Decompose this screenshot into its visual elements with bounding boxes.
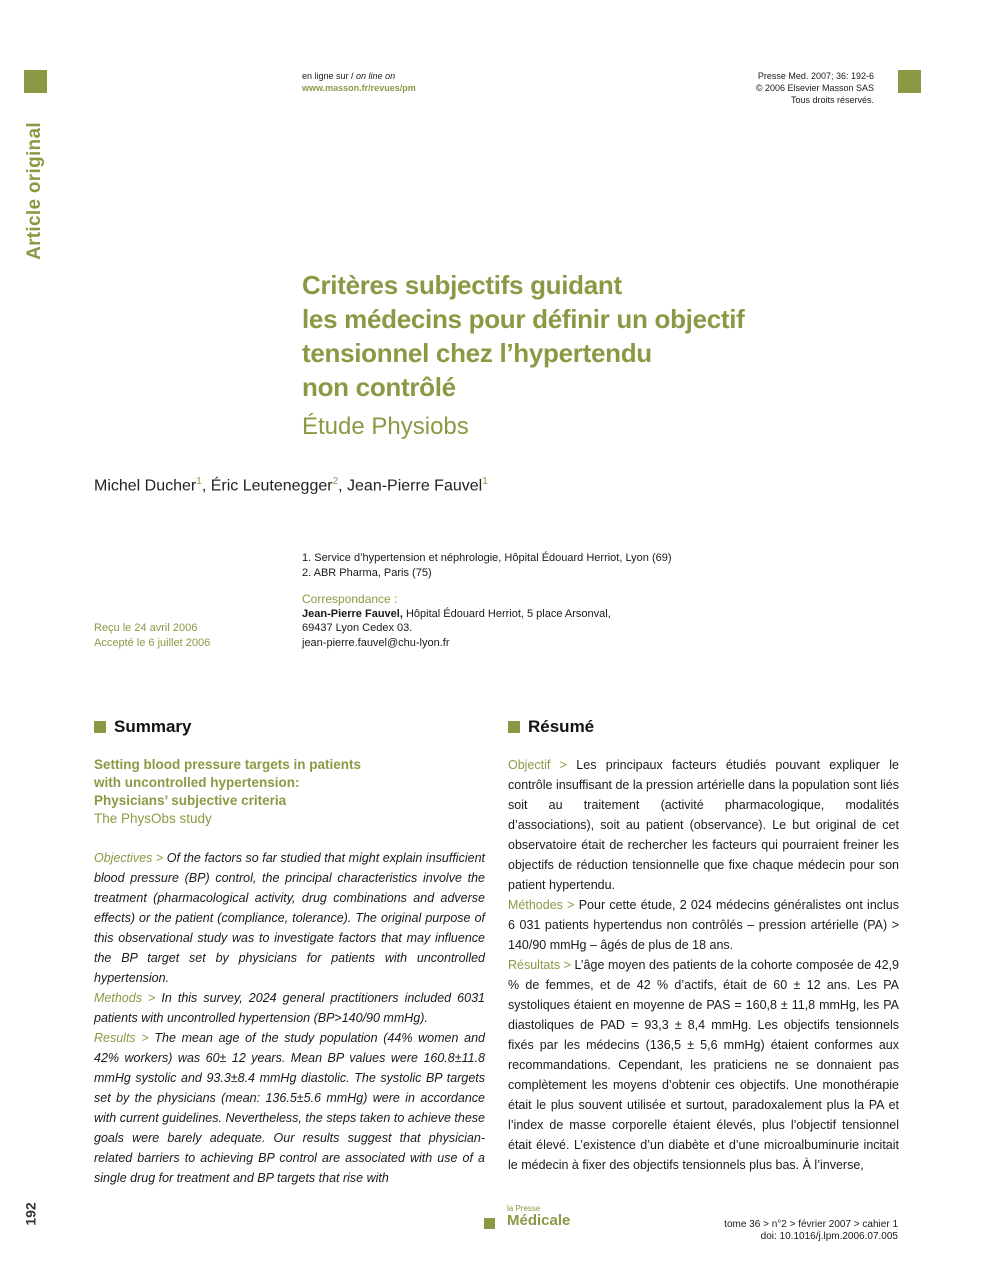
journal-url[interactable]: www.masson.fr/revues/pm (302, 83, 416, 93)
page-number: 192 (22, 1202, 39, 1226)
resume-body: Objectif > Les principaux facteurs étudiés pouvant expliquer le contrôle insuffisant de la pression artérielle dans la population sont liés soit au traitement (activité pharmacologique, modalités d’associations), soit au patient (observance). Le but original de cet observatoire était de rechercher les facteurs qui pourraient freiner les objectifs de réduction tensionnelle que fixe chaque médecin pour son patient hypertendu. Méthodes > Pour cette étude, 2 024 médecins généralistes ont inclus 6 031 patients hypertendus non contrôlés – pression artérielle (PA) > 140/90 mmHg – âgés de plus de 18 ans. Résultats > L’âge moyen des patients de la cohorte composée de 42,9 % de femmes, et de 42 % d’actifs, était de 60 ± 12 ans. Les PA systoliques étaient en moyenne de PAS = 160,8 ± 11,8 mmHg, les PA diastoliques de PAD = 93,3 ± 8,4 mmHg. Les objectifs tensionnels fixés par les médecins (136,5 ± 5,6 mmHg) étaient conformes aux recommandations. Cependant, les praticiens ne se donnaient pas complètement les moyens d’obtenir ces objectifs. Une monothérapie était le plus souvent utilisée et surtout, paradoxalement plus la PA et l’index de masse corporelle étaient élevés, plus l’objectif tensionnel était élevé. L’existence d’un diabète et d’une microalbuminurie incitait le médecin à fixer des objectifs tensionnels plus bas. À l’inverse, (508, 758, 899, 1172)
affiliations: 1. Service d’hypertension et néphrologie, Hôpital Édouard Herriot, Lyon (69) 2. ABR Pharma, Paris (75) (302, 552, 672, 579)
title-line: tensionnel chez l’hypertendu (302, 338, 652, 368)
online-info: en ligne sur / on line on www.masson.fr/revues/pm (302, 71, 416, 93)
title-line: les médecins pour définir un objectif (302, 304, 745, 334)
summary-body: Objectives > Of the factors so far studied that might explain insufficient blood pressure (BP) control, the principal characteristics involve the treatment (pharmacological activity, drug combinations and adverse effects) or the patient (compliance, tolerance). The original purpose of this observational study was to investigate factors that may influence the BP target set by physicians for patients with uncontrolled hypertension. Methods > In this survey, 2024 general practitioners included 6031 patients with uncontrolled hypertension (BP>140/90 mmHg). Results > The mean age of the study population (44% women and 42% workers) was 60± 12 years. Mean BP values were 160.8±11.8 mmHg systolic and 93.3±8.4 mmHg diastolic. The systolic BP targets set by the physicians (mean: 136.5±5.6 mmHg) were in accordance with current guidelines. Nevertheless, the steps taken to achieve these goals were barely adequate. Our results suggest that physician-related barriers to achieving BP control are associated with use of a single drug for treatment and BP targets that rise with (94, 851, 485, 1185)
title-line: Critères subjectifs guidant (302, 270, 622, 300)
resume-column (508, 716, 899, 1175)
summary-column (94, 716, 485, 1188)
correspondence-email[interactable]: jean-pierre.fauvel@chu-lyon.fr (302, 636, 450, 649)
article-dates: Reçu le 24 avril 2006 Accepté le 6 juillet 2006 (94, 622, 211, 649)
logo-square-icon (484, 1218, 495, 1229)
summary-title: Setting blood pressure targets in patients with uncontrolled hypertension: Physicians’ subjective criteria The PhysObs study (94, 757, 362, 826)
doi: doi: 10.1016/j.lpm.2006.07.005 (760, 1231, 898, 1242)
article-subtitle: Étude Physiobs (302, 413, 469, 440)
author-list: Michel Ducher$^1$, Éric Leutenegger$^2$, Jean-Pierre Fauvel$^1$ (94, 476, 488, 495)
corner-square-left (24, 70, 47, 93)
correspondence: Correspondance : Jean-Pierre Fauvel, Hôpital Édouard Herriot, 5 place Arsonval, 69437 Lyon Cedex 03. jean-pierre.fauvel@chu-lyon.fr (302, 592, 611, 649)
resume-heading: Résumé (508, 716, 899, 738)
issue-info: tome 36 > n°2 > février 2007 > cahier 1 doi: 10.1016/j.lpm.2006.07.005 (724, 1219, 898, 1242)
title-line: non contrôlé (302, 372, 456, 402)
corner-square-right (898, 70, 921, 93)
heading-square-icon (94, 721, 106, 733)
citation-info: Presse Med. 2007; 36: 192-6 © 2006 Elsevier Masson SAS Tous droits réservés. (755, 71, 874, 105)
article-type-label: Article original (24, 121, 46, 260)
article-title (302, 268, 862, 442)
summary-heading: Summary (94, 716, 485, 738)
heading-square-icon (508, 721, 520, 733)
